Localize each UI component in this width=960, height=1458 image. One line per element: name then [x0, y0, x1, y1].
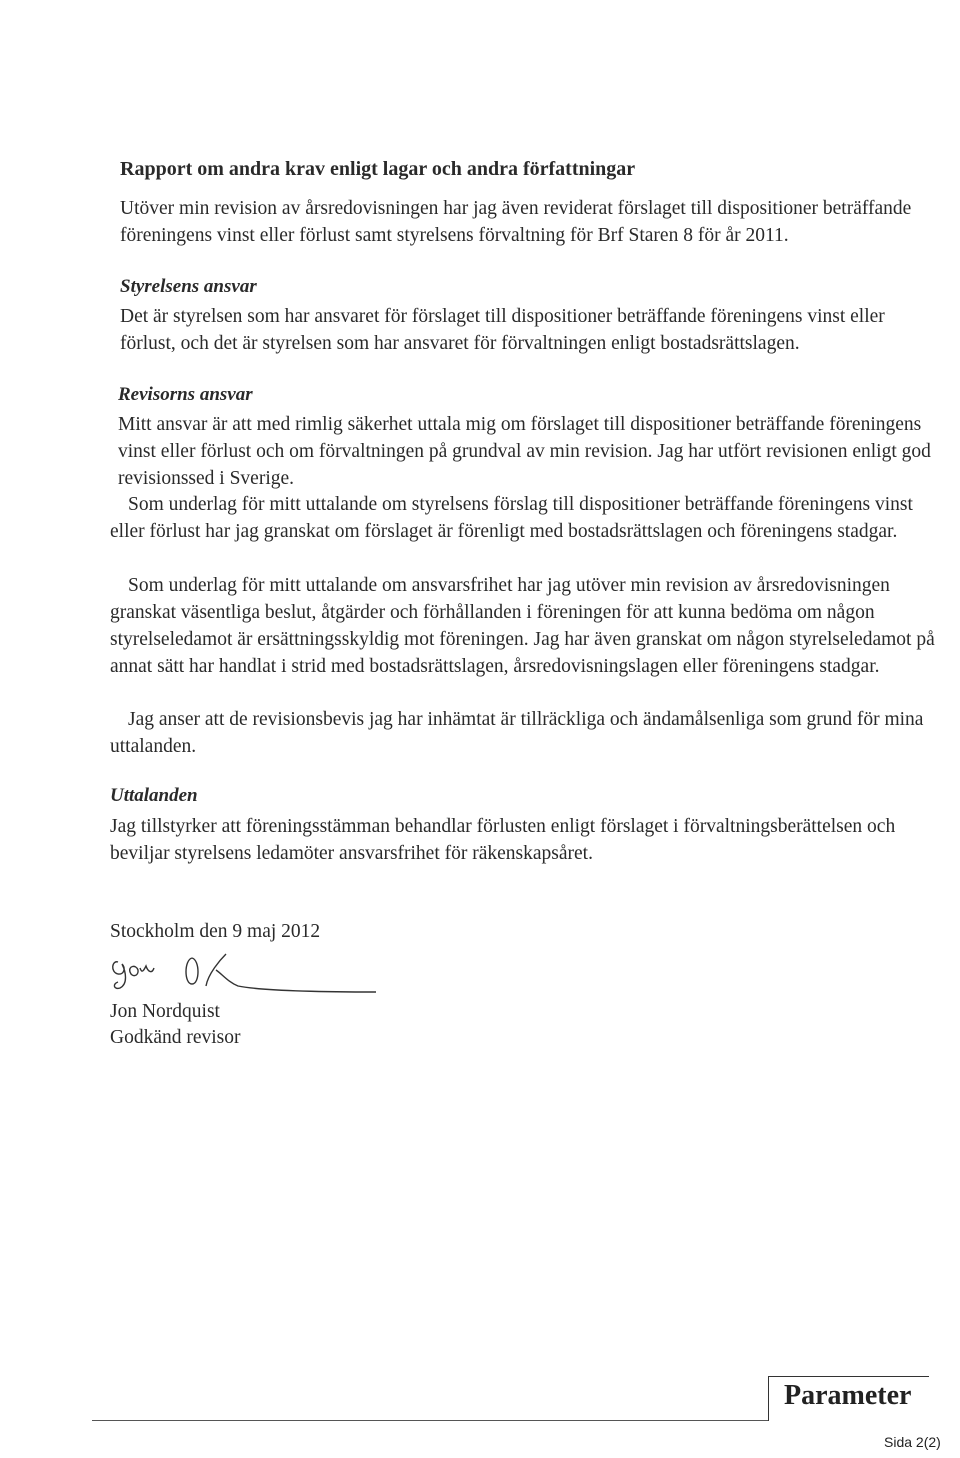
- footer-divider: [92, 1420, 768, 1421]
- revisorns-ansvar-paragraph-4: Jag anser att de revisionsbevis jag har inhämtat är tillräckliga och ändamålsenliga som grund för mina uttalanden.: [110, 709, 924, 757]
- revisorns-ansvar-paragraph-3: Som underlag för mitt uttalande om ansvarsfrihet har jag utöver min revision av årsredovisningen granskat väsentliga beslut, åtgärder och förhållanden i föreningen för att kunna bedöma om någon styrelseledamot är ersättningsskyldig mot föreningen. Jag har även granskat om någon styrelseledamot på annat sätt har handlat i strid med bostadsrättslagen, årsredovisningslagen eller föreningens stadgar.: [110, 575, 935, 677]
- styrelsens-ansvar-paragraph: Det är styrelsen som har ansvaret för förslaget till dispositioner beträffande föreningens vinst eller förlust, och det är styrelsen som har ansvaret för förvaltningen enligt bostadsrättslagen.: [120, 306, 885, 354]
- intro-paragraph: Utöver min revision av årsredovisningen har jag även reviderat förslaget till dispositioner beträffande föreningens vinst eller förlust samt styrelsens förvaltning för Brf Staren 8 för år 2011.: [120, 198, 912, 246]
- heading-styrelsens-ansvar: Styrelsens ansvar: [120, 276, 257, 297]
- uttalanden-paragraph: Jag tillstyrker att föreningsstämman behandlar förlusten enligt förslaget i förvaltningsberättelsen och beviljar styrelsens ledamöter ansvarsfrihet för räkenskapsåret.: [110, 816, 896, 864]
- heading-revisorns-ansvar: Revisorns ansvar: [118, 384, 253, 405]
- place-and-date: Stockholm den 9 maj 2012: [110, 921, 321, 942]
- page-number: Sida 2(2): [884, 1434, 941, 1450]
- revisorns-ansvar-paragraph-1: Mitt ansvar är att med rimlig säkerhet uttala mig om förslaget till dispositioner beträffande föreningens vinst eller förlust och om förvaltningen på grundval av min revision. Jag har utfört revisionen enligt god revisionssed i Sverige.: [118, 414, 931, 489]
- heading-uttalanden: Uttalanden: [110, 785, 198, 806]
- signer-name: Jon Nordquist: [110, 1001, 220, 1022]
- revisorns-ansvar-paragraph-2: Som underlag för mitt uttalande om styrelsens förslag till dispositioner beträffande föreningens vinst eller förlust har jag granskat om förslaget är förenligt med bostadsrättslagen och föreningens stadgar.: [110, 494, 913, 542]
- section-heading-other-requirements: Rapport om andra krav enligt lagar och andra författningar: [120, 158, 636, 180]
- company-logo: Parameter: [784, 1380, 912, 1411]
- signer-title: Godkänd revisor: [110, 1027, 241, 1048]
- handwritten-signature: [108, 940, 388, 1000]
